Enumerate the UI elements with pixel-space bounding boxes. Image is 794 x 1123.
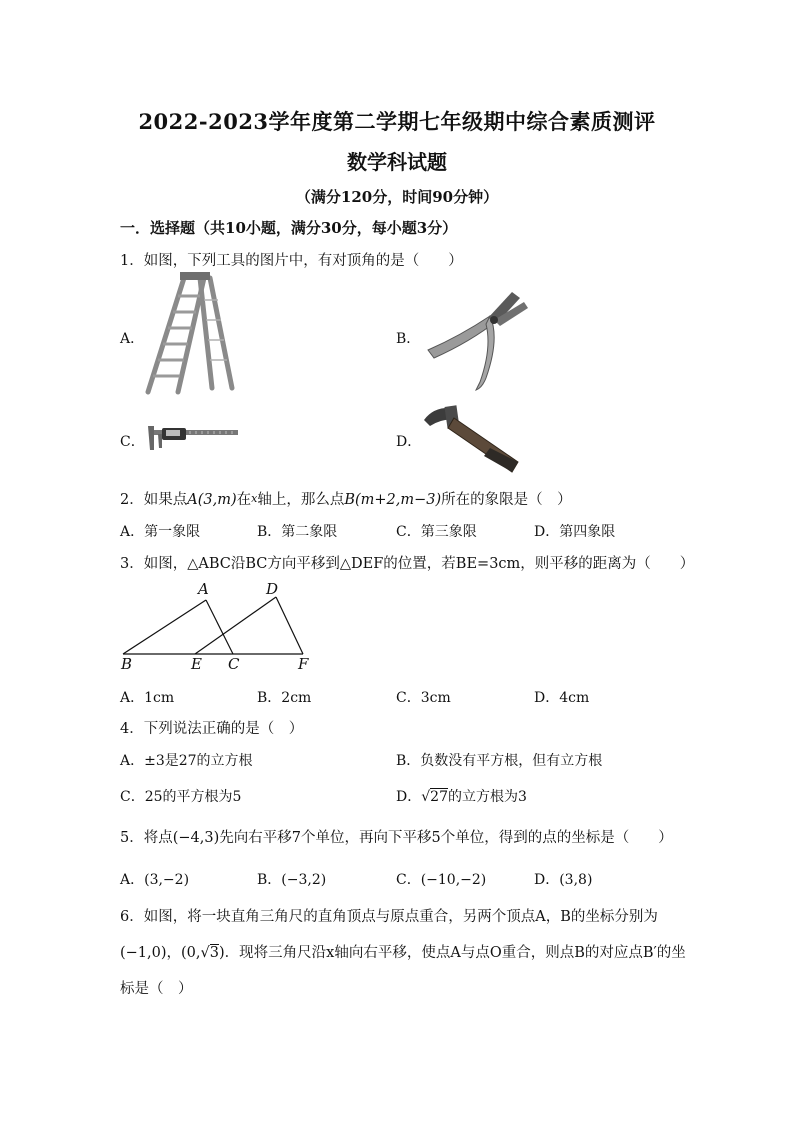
- q1-option-d-label: D．: [396, 434, 422, 450]
- q2-text-pre: 2．如果点: [120, 492, 188, 508]
- q3-option-d: D．4cm: [534, 690, 590, 706]
- q5-option-c: C．(−10,−2): [396, 872, 487, 888]
- caliper-image: [140, 420, 240, 456]
- q6-coords-post: ): [219, 945, 225, 961]
- pliers-image: [420, 278, 540, 398]
- exam-info: （满分120分，时间90分钟）: [295, 188, 499, 206]
- question-5-stem: [120, 826, 673, 847]
- q4-option-b: B．负数没有平方根，但有立方根: [396, 753, 603, 769]
- q1-option-a-label: A．: [120, 331, 145, 347]
- question-6-line-2: [120, 941, 686, 962]
- question-4-stem: 4．下列说法正确的是（ ）: [120, 721, 304, 737]
- question-6-line-3: 标是（ ）: [120, 981, 193, 997]
- question-1-stem: 1．如图，下列工具的图片中，有对顶角的是（ ）: [120, 253, 463, 269]
- q3-option-a: A．1cm: [120, 690, 175, 706]
- q2-text-mid1: 在: [236, 492, 252, 508]
- q4-option-d-radicand: 27: [430, 789, 448, 805]
- exam-subtitle: 数学科试题: [347, 150, 447, 174]
- label-d: D: [266, 580, 279, 598]
- sqrt-symbol: √: [421, 789, 431, 805]
- sqrt-symbol: √: [200, 945, 210, 961]
- question-6-line-1: 6．如图，将一块直角三角尺的直角顶点与原点重合，另两个顶点A，B的坐标分别为: [120, 909, 658, 925]
- q5-text-pre: 5．将点: [120, 830, 173, 846]
- q5-option-d: D．(3,8): [534, 872, 593, 888]
- q6-line-2-rest: ．现将三角尺沿x轴向右平移，使点A与点O重合，则点B的对应点B′的坐: [224, 945, 686, 961]
- hammer-image: [420, 404, 530, 480]
- q5-option-a: A．(3,−2): [120, 872, 190, 888]
- q4-option-d-prefix: D．: [396, 789, 422, 805]
- q4-option-c: C．25的平方根为5: [120, 789, 242, 805]
- q2-axis: x: [251, 492, 258, 505]
- label-f: F: [298, 655, 309, 673]
- exam-title: 2022-2023学年度第二学期七年级期中综合素质测评: [138, 109, 656, 134]
- section-heading: 一．选择题（共10小题，满分30分，每小题3分）: [120, 219, 458, 237]
- q1-option-c-label: C．: [120, 434, 145, 450]
- q2-option-c: C．第三象限: [396, 524, 477, 540]
- q4-option-d-suffix: 的立方根为3: [447, 789, 527, 805]
- q4-option-a: A．±3是27的立方根: [120, 753, 253, 769]
- q5-point: (−4,3): [172, 830, 220, 846]
- ladder-image: [140, 270, 240, 400]
- label-e: E: [191, 655, 202, 673]
- question-2-stem: [120, 488, 572, 509]
- q2-point-b: B(m+2,m−3): [344, 492, 442, 508]
- q2-text-post: 所在的象限是（ ）: [441, 492, 572, 508]
- q4-option-d: [396, 786, 527, 806]
- q3-option-c: C．3cm: [396, 690, 451, 706]
- q2-option-b: B．第二象限: [257, 524, 338, 540]
- q6-coords-pre: (−1,0)，(0,: [120, 945, 201, 961]
- q2-option-a: A．第一象限: [120, 524, 201, 540]
- q5-text-post: 先向右平移7个单位，再向下平移5个单位，得到的点的坐标是（ ）: [219, 830, 673, 846]
- translation-triangles-figure: [118, 578, 318, 673]
- q2-option-d: D．第四象限: [534, 524, 616, 540]
- question-3-stem: 3．如图，△ABC沿BC方向平移到△DEF的位置，若BE=3cm，则平移的距离为（ ）: [120, 556, 695, 572]
- q1-option-b-label: B．: [396, 331, 421, 347]
- q6-coords-radicand: 3: [209, 945, 219, 961]
- q3-option-b: B．2cm: [257, 690, 312, 706]
- label-c: C: [228, 655, 240, 673]
- q2-point-a: A(3,m): [187, 492, 237, 508]
- q2-text-mid2: 轴上，那么点: [257, 492, 345, 508]
- q5-option-b: B．(−3,2): [257, 872, 327, 888]
- label-b: B: [121, 655, 133, 673]
- label-a: A: [198, 580, 209, 598]
